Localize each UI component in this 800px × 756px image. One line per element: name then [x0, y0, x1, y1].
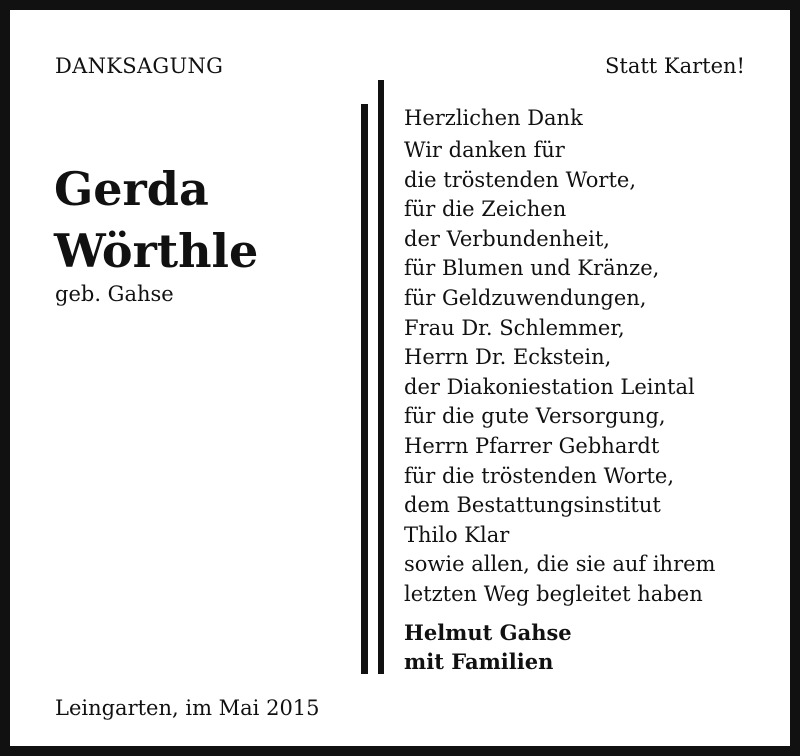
signature: [404, 618, 784, 676]
place-and-date: Leingarten, im Mai 2015: [55, 696, 320, 720]
thanks-message: [404, 104, 784, 676]
thanks-line: Frau Dr. Schlemmer,: [404, 315, 625, 340]
thanks-line: der Diakoniestation Leintal: [404, 374, 695, 399]
signature-family: mit Familien: [404, 648, 554, 674]
thanks-line: die tröstenden Worte,: [404, 167, 637, 192]
deceased-last-name: Wörthle: [54, 224, 259, 278]
column-divider: [361, 104, 368, 674]
thanks-lines: [404, 136, 784, 610]
thanks-line: für Blumen und Kränze,: [404, 256, 660, 281]
thanks-line: Herrn Dr. Eckstein,: [404, 345, 612, 370]
thanks-line: Herrn Pfarrer Gebhardt: [404, 433, 660, 458]
thanks-line: der Verbundenheit,: [404, 226, 610, 251]
thanks-line: für Geldzuwendungen,: [404, 285, 647, 310]
notice-type-label: DANKSAGUNG: [55, 54, 224, 78]
deceased-birth-name: geb. Gahse: [55, 282, 174, 306]
signature-name: Helmut Gahse: [404, 619, 572, 645]
thanks-line: Thilo Klar: [404, 522, 510, 547]
thanks-line: Wir danken für: [404, 138, 565, 162]
thanks-line: sowie allen, die sie auf ihrem: [404, 552, 716, 577]
thanks-line: dem Bestattungsinstitut: [404, 493, 661, 518]
deceased-name: [54, 158, 258, 282]
deceased-first-name: Gerda: [54, 162, 209, 216]
statt-karten-label: Statt Karten!: [605, 54, 745, 78]
thanks-line: für die tröstenden Worte,: [404, 463, 675, 488]
thanks-line: für die Zeichen: [404, 197, 567, 222]
thanks-line: letzten Weg begleitet haben: [404, 581, 703, 606]
column-divider-thick: [378, 80, 384, 674]
thanks-heading: Herzlichen Dank: [404, 106, 583, 130]
thanks-line: für die gute Versorgung,: [404, 404, 666, 429]
